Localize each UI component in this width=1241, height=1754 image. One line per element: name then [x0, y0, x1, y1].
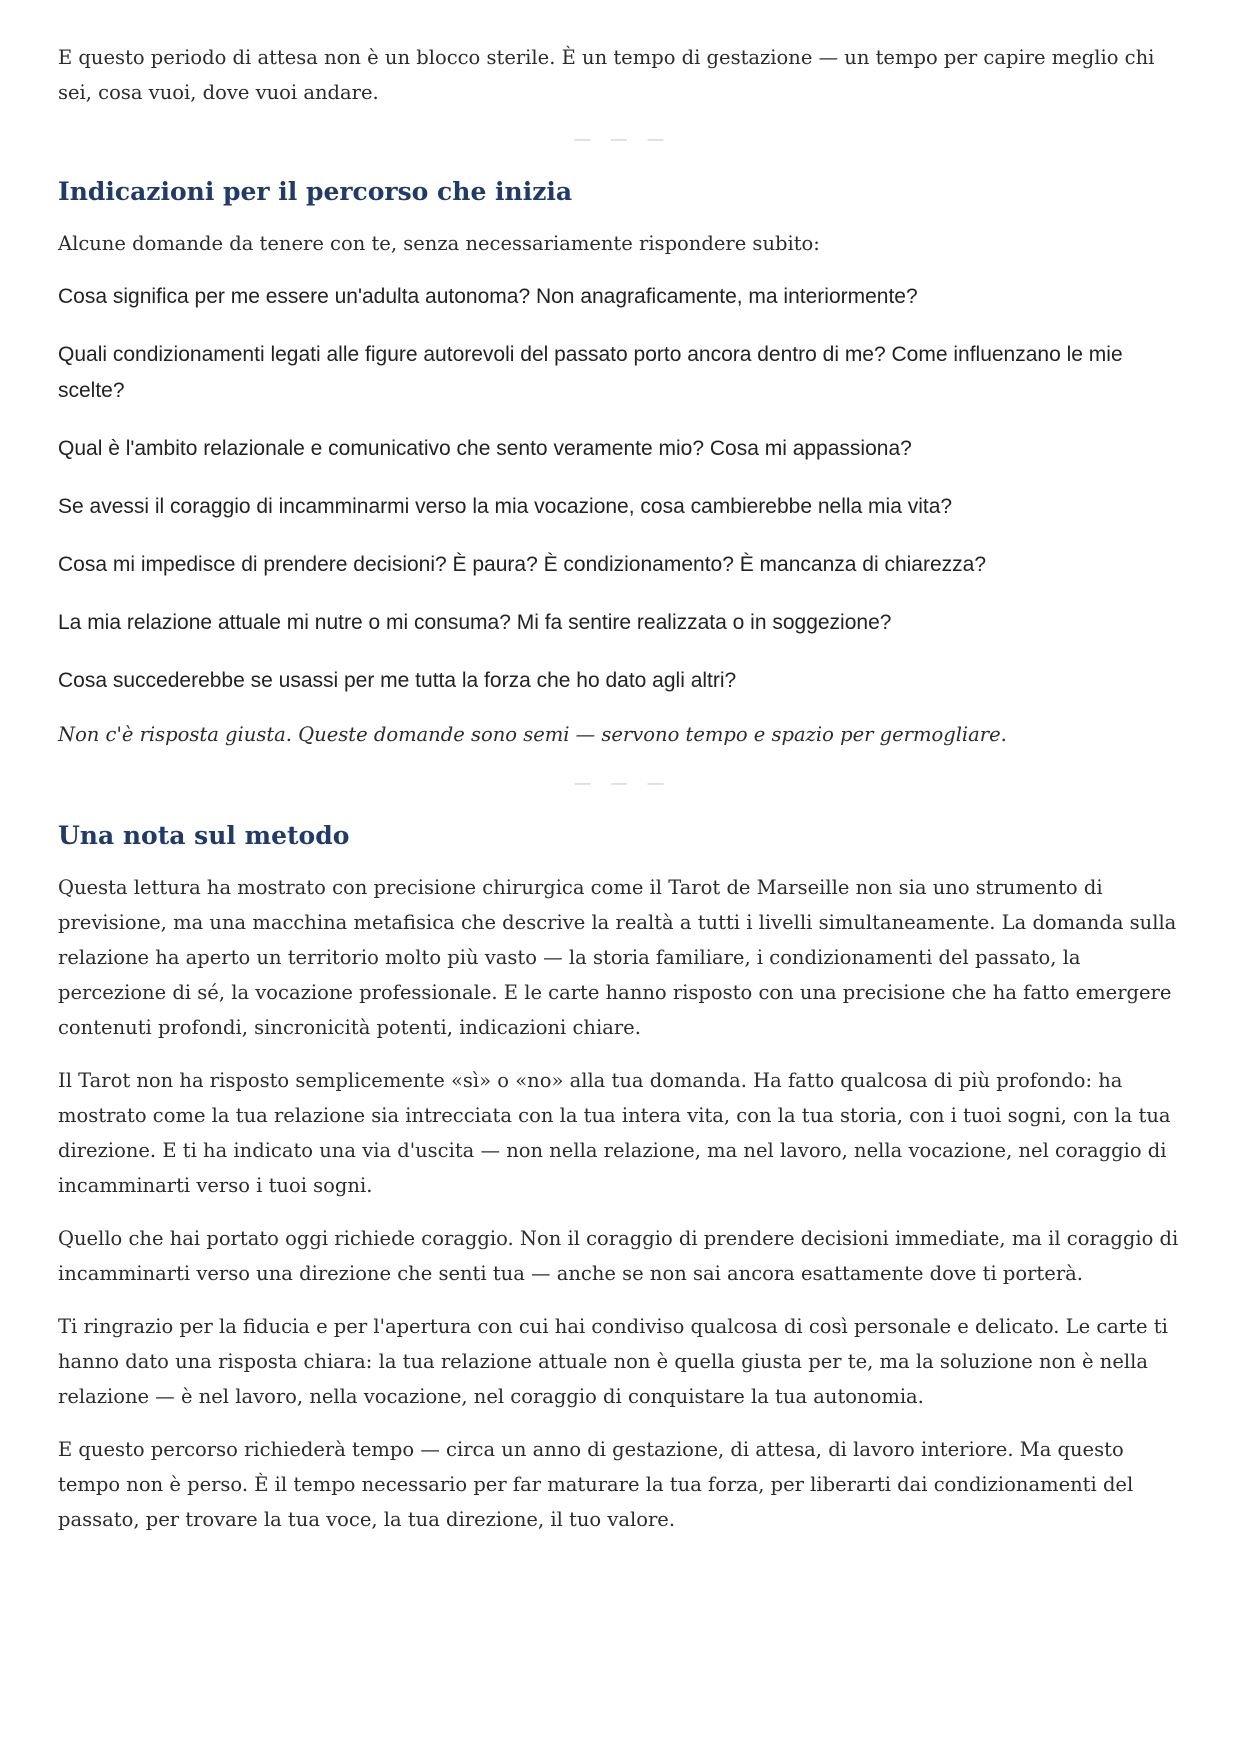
question-item: Qual è l'ambito relazionale e comunicativo che sento veramente mio? Cosa mi appassiona?: [58, 437, 912, 460]
method-paragraph: Ti ringrazio per la fiducia e per l'apertura con cui hai condiviso qualcosa di così personale e delicato. Le carte ti hanno dato una risposta chiara: la tua relazione attuale non è quella giusta per te, ma la soluzione non è nella relazione — è nel lavoro, nella vocazione, nel coraggio di conquistare la tua autonomia.: [58, 1315, 1168, 1408]
question-item: Cosa significa per me essere un'adulta autonoma? Non anagraficamente, ma interiormente?: [58, 285, 918, 308]
method-paragraph: Il Tarot non ha risposto semplicemente «sì» o «no» alla tua domanda. Ha fatto qualcosa di più profondo: ha mostrato come la tua relazione sia intrecciata con la tua intera vita, con la tua storia, con i tuoi sogni, con la tua direzione. E ti ha indicato una via d'uscita — non nella relazione, ma nel lavoro, nella vocazione, nel coraggio di incamminarti verso i tuoi sogni.: [58, 1069, 1171, 1197]
method-paragraph: Questa lettura ha mostrato con precisione chirurgica come il Tarot de Marseille non sia uno strumento di previsione, ma una macchina metafisica che descrive la realtà a tutti i livelli simultaneamente. La domanda sulla relazione ha aperto un territorio molto più vasto — la storia familiare, i condizionamenti del passato, la percezione di sé, la vocazione professionale. E le carte hanno risposto con una precisione che ha fatto emergere contenuti profondi, sincronicità potenti, indicazioni chiare.: [58, 876, 1177, 1039]
questions-closing-note: Non c'è risposta giusta. Queste domande sono semi — servono tempo e spazio per germogliare.: [58, 723, 1007, 746]
question-item: Quali condizionamenti legati alle figure autorevoli del passato porto ancora dentro di me? Come influenzano le mie scelte?: [58, 343, 1123, 402]
method-paragraph: E questo percorso richiederà tempo — circa un anno di gestazione, di attesa, di lavoro interiore. Ma questo tempo non è perso. È il tempo necessario per far maturare la tua forza, per liberarti dai condizionamenti del passato, per trovare la tua voce, la tua direzione, il tuo valore.: [58, 1438, 1134, 1531]
section-divider: — — —: [574, 775, 672, 792]
document-page: [58, 40, 1188, 1537]
question-item: Cosa mi impedisce di prendere decisioni? È paura? È condizionamento? È mancanza di chiarezza?: [58, 553, 987, 576]
section-divider: — — —: [574, 131, 672, 148]
questions-lead: Alcune domande da tenere con te, senza necessariamente rispondere subito:: [58, 232, 820, 255]
method-paragraph: Quello che hai portato oggi richiede coraggio. Non il coraggio di prendere decisioni immediate, ma il coraggio di incamminarti verso una direzione che senti tua — anche se non sai ancora esattamente dove ti porterà.: [58, 1227, 1179, 1285]
questions-heading: Indicazioni per il percorso che inizia: [58, 177, 573, 206]
method-heading: Una nota sul metodo: [58, 821, 350, 850]
question-item: Cosa succederebbe se usassi per me tutta la forza che ho dato agli altri?: [58, 669, 737, 692]
question-item: La mia relazione attuale mi nutre o mi consuma? Mi fa sentire realizzata o in soggezione?: [58, 611, 892, 634]
intro-paragraph: E questo periodo di attesa non è un blocco sterile. È un tempo di gestazione — un tempo per capire meglio chi sei, cosa vuoi, dove vuoi andare.: [58, 46, 1155, 104]
question-item: Se avessi il coraggio di incamminarmi verso la mia vocazione, cosa cambierebbe nella mia vita?: [58, 495, 953, 518]
